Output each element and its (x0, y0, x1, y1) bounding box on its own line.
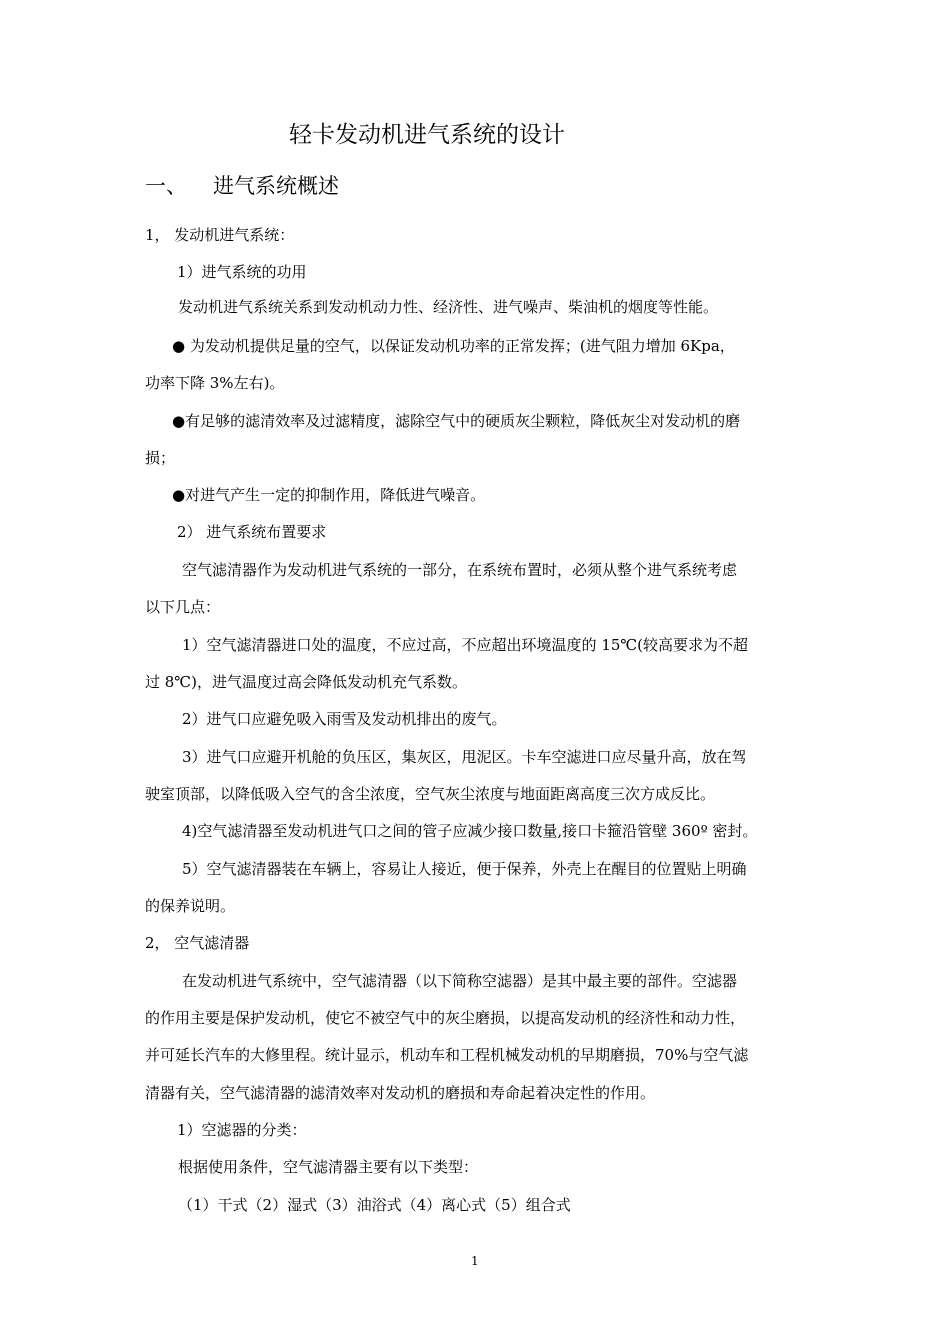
subsection-heading: 1）进气系统的功用 (177, 263, 307, 281)
paragraph-line: 以下几点： (145, 598, 221, 616)
paragraph-line: 并可延长汽车的大修里程。统计显示，机动车和工程机械发动机的早期磨损，70%与空气滤 (145, 1046, 749, 1064)
bullet-item: ●有足够的滤清效率及过滤精度，滤除空气中的硬质灰尘颗粒，降低灰尘对发动机的磨 (172, 412, 741, 430)
requirement-item: 5）空气滤清器装在车辆上，容易让人接近，便于保养，外壳上在醒目的位置贴上明确 (182, 860, 747, 878)
paragraph-line: 的作用主要是保护发动机，使它不被空气中的灰尘磨损，以提高发动机的经济性和动力性， (145, 1009, 746, 1027)
requirement-item: 3）进气口应避开机舱的负压区，集灰区，甩泥区。卡车空滤进口应尽量升高，放在驾 (182, 748, 747, 766)
bullet-item-continuation: 功率下降 3%左右)。 (145, 374, 285, 392)
paragraph-line: 清器有关，空气滤清器的滤清效率对发动机的磨损和寿命起着决定性的作用。 (145, 1084, 656, 1102)
requirement-item-continuation: 驶室顶部，以降低吸入空气的含尘浓度，空气灰尘浓度与地面距离高度三次方成反比。 (145, 785, 716, 803)
paragraph-line: 发动机进气系统关系到发动机动力性、经济性、进气噪声、柴油机的烟度等性能。 (178, 298, 719, 316)
requirement-item: 2）进气口应避免吸入雨雪及发动机排出的废气。 (182, 710, 507, 728)
section-number: 一、 (145, 174, 187, 198)
section-title: 进气系统概述 (213, 174, 339, 198)
paragraph-line: 在发动机进气系统中，空气滤清器（以下简称空滤器）是其中最主要的部件。空滤器 (182, 972, 738, 990)
bullet-item: ● 为发动机提供足量的空气，以保证发动机功率的正常发挥；(进气阻力增加 6Kpa， (172, 337, 735, 355)
bullet-item: ●对进气产生一定的抑制作用，降低进气噪音。 (172, 486, 486, 504)
document-title: 轻卡发动机进气系统的设计 (289, 122, 565, 148)
paragraph-line: 空气滤清器作为发动机进气系统的一部分，在系统布置时，必须从整个进气系统考虑 (182, 561, 738, 579)
paragraph-line: （1）干式（2）湿式（3）油浴式（4）离心式（5）组合式 (178, 1196, 571, 1214)
section-heading (145, 172, 339, 200)
requirement-item-continuation: 的保养说明。 (145, 897, 236, 915)
subsection-heading: 2） 进气系统布置要求 (177, 523, 327, 541)
subsection-heading: 1）空滤器的分类： (177, 1121, 307, 1139)
paragraph-line: 根据使用条件，空气滤清器主要有以下类型： (178, 1158, 479, 1176)
requirement-item: 4)空气滤清器至发动机进气口之间的管子应减少接口数量,接口卡箍沿管壁 360º 密封。 (182, 822, 758, 840)
page-number: 1 (471, 1254, 479, 1268)
requirement-item: 1）空气滤清器进口处的温度，不应过高，不应超出环境温度的 15℃(较高要求为不超 (182, 636, 749, 654)
bullet-item-continuation: 损； (145, 449, 176, 467)
subsection-heading: 1， 发动机进气系统： (145, 226, 295, 244)
subsection-heading: 2， 空气滤清器 (145, 934, 250, 952)
requirement-item-continuation: 过 8℃)，进气温度过高会降低发动机充气系数。 (145, 673, 467, 691)
